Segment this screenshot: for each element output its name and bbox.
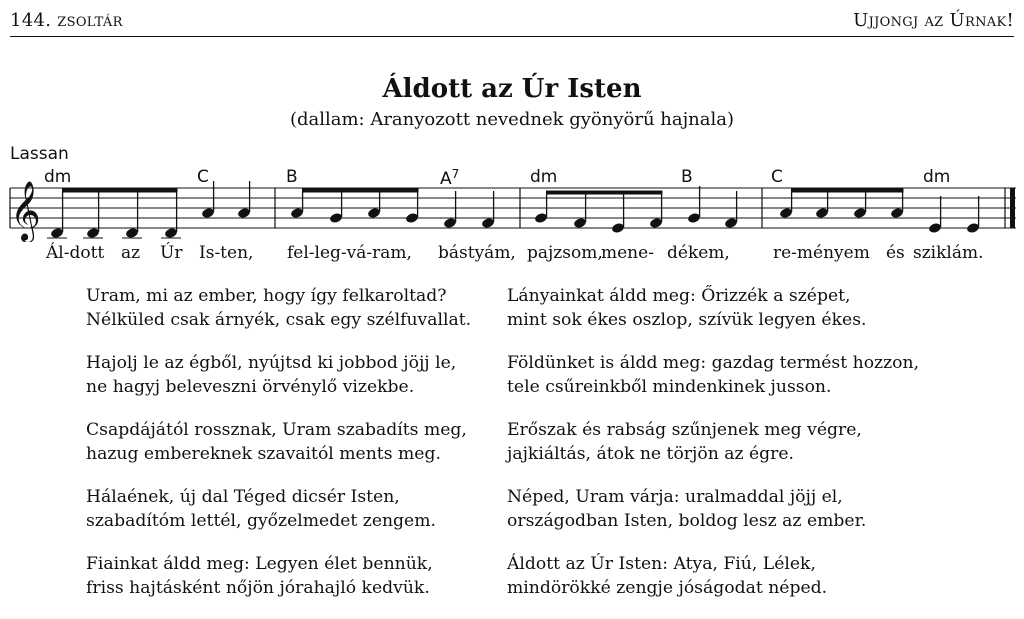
stanza [86,485,471,533]
verse-line: Erőszak és rabság szűnjenek meg végre, [507,420,862,440]
verse-line: mindörökké zengje jóságodat néped. [507,578,828,598]
note-beam [791,189,904,193]
chord-symbol: dm [530,167,558,187]
chord-symbol: dm [44,167,72,187]
note-beam [302,189,419,193]
verse-line: hazug embereknek szavaitól ments meg. [86,444,441,464]
verse-line: Lányainkat áldd meg: Őrizzék a szépet, [507,286,851,306]
verse-line: mint sok ékes oszlop, szívük legyen ékes. [507,310,867,330]
lyric-syllable: sziklám. [913,243,984,263]
verse-line: jajkiáltás, átok ne törjön az égre. [507,444,795,464]
music-staff [0,170,1024,242]
treble-clef-icon: 𝄞 [10,181,41,241]
lyric-syllable: Ál-dott [46,243,105,263]
note-beam [62,189,178,193]
chord-symbol: B [286,167,298,187]
stanza [86,351,471,399]
stanza [507,284,919,332]
song-title: Áldott az Úr Isten [382,74,642,104]
verse-line: ne hagyj beleveszni örvénylő vizekbe. [86,377,415,397]
tempo-marking: Lassan [10,144,69,164]
chord-symbol: C [197,167,209,187]
verse-line: tele csűreinkből mindenkinek jusson. [507,377,832,397]
verse-line: szabadítóm lettél, győzelmedet zengem. [86,511,436,531]
header-collection-title: Ujjongj az Úrnak! [853,10,1014,31]
verses-right-column [507,284,919,619]
verse-line: Földünket is áldd meg: gazdag termést hozzon, [507,353,920,373]
stanza [86,552,471,600]
lyric-syllable: re-ményem [773,243,870,263]
lyric-syllable: dékem, [667,243,730,263]
verses-left-column [86,284,471,619]
stanza [507,351,919,399]
header-psalm-number: 144. zsoltár [10,10,123,31]
lyric-syllable: mene- [601,243,654,263]
lyric-syllable: bástyám, [438,243,516,263]
verse-line: Nélküled csak árnyék, csak egy szélfuvallat. [86,310,472,330]
lyric-syllable: Is-ten, [199,243,254,263]
stanza [86,418,471,466]
chord-symbol: B [681,167,693,187]
final-barline [1010,188,1015,228]
stanza [507,418,919,466]
lyric-syllable: pajzsom, [527,243,603,263]
verse-line: friss hajtásként nőjön jórahajló kedvük. [86,578,430,598]
verse-line: Néped, Uram várja: uralmaddal jöjj el, [507,487,843,507]
verse-line: országodban Isten, boldog lesz az ember. [507,511,867,531]
lyric-syllable: az [121,243,141,263]
stanza [86,284,471,332]
lyric-syllable: Úr [160,243,183,263]
stanza [507,552,919,600]
stanza [507,485,919,533]
verse-line: Hajolj le az égből, nyújtsd ki jobbod jöjj le, [86,353,457,373]
chord-symbol: C [771,167,783,187]
verse-line: Uram, mi az ember, hogy így felkaroltad? [86,286,447,306]
verse-line: Csapdájától rossznak, Uram szabadíts meg, [86,420,467,440]
verse-line: Hálaének, új dal Téged dicsér Isten, [86,487,400,507]
header-rule [10,36,1014,37]
song-subtitle: (dallam: Aranyozott nevednek gyönyörű hajnala) [289,109,735,130]
verse-line: Fiainkat áldd meg: Legyen élet bennük, [86,554,433,574]
notes [47,181,980,239]
chord-symbol: dm [923,167,951,187]
note-beam [546,191,663,195]
lyric-syllable: és [886,243,905,263]
verse-line: Áldott az Úr Isten: Atya, Fiú, Lélek, [507,554,816,574]
chord-symbol: $A^7$ [440,167,460,189]
lyric-syllable: fel-leg-vá-ram, [287,243,412,263]
